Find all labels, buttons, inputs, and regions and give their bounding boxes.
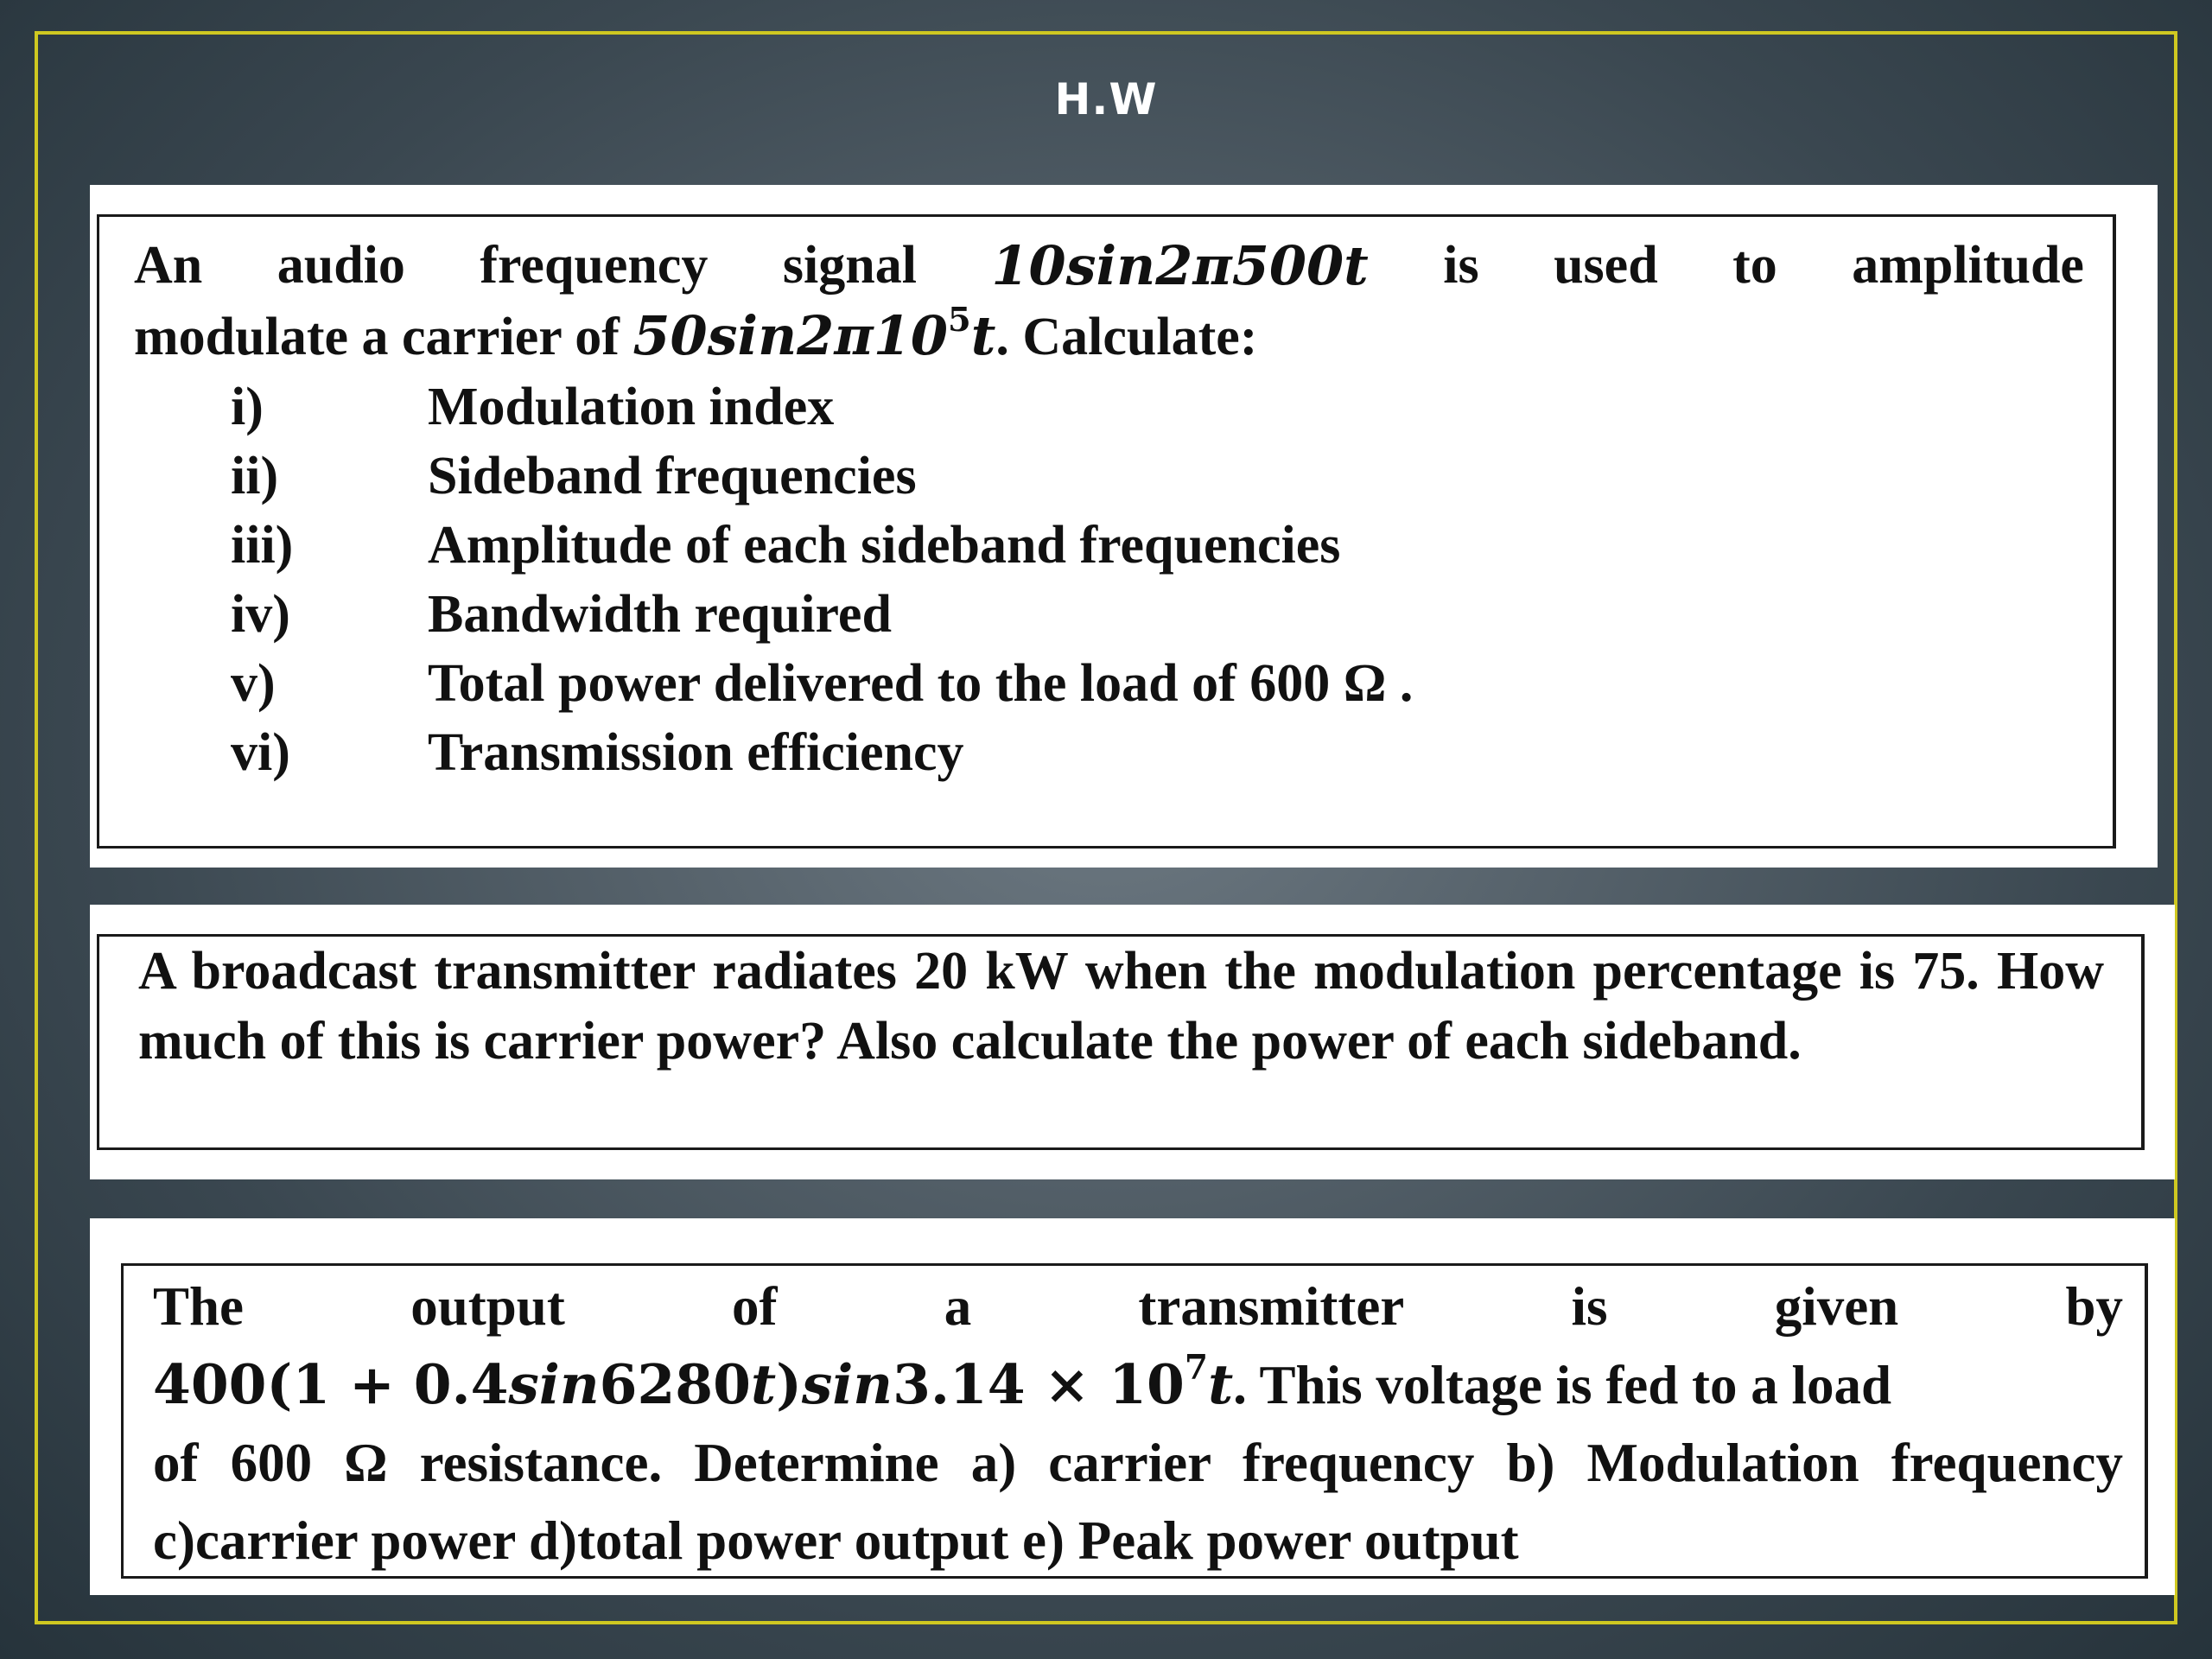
voltage-expression: $400(1 + 0.4\sin 6280t)\sin 3.14 \times 10^7t$ bbox=[153, 1348, 1234, 1416]
list-item-text: Amplitude of each sideband frequencies bbox=[428, 516, 1341, 575]
problem-1-panel bbox=[90, 185, 2158, 868]
list-item-number: i) bbox=[231, 378, 264, 436]
list-item bbox=[134, 442, 2084, 511]
signal-expression: 10sin2π500t bbox=[991, 234, 1369, 297]
problem-1-line-1 bbox=[134, 231, 2084, 301]
list-item-number: v) bbox=[231, 654, 276, 713]
problem-2-panel bbox=[90, 905, 2175, 1179]
list-item-number: ii) bbox=[231, 447, 279, 505]
list-item-number: vi) bbox=[231, 723, 290, 782]
word: The bbox=[153, 1276, 245, 1337]
list-item bbox=[134, 372, 2084, 442]
list-item-text: Transmission efficiency bbox=[428, 723, 964, 782]
problem-2-text: A broadcast transmitter radiates 20 kW when the modulation percentage is 75. How much of this is carrier power? Also calculate the power of each sideband. bbox=[138, 942, 2104, 1071]
problem-2-box bbox=[97, 934, 2145, 1150]
word: transmitter bbox=[1138, 1276, 1405, 1337]
word: used bbox=[1554, 236, 1658, 295]
carrier-expression: $50\sin 2\pi 10^5t$ bbox=[632, 300, 996, 367]
list-item-number: iii) bbox=[231, 516, 294, 575]
list-item-text: Total power delivered to the load of 600 Ω . bbox=[428, 654, 1414, 713]
word: signal bbox=[782, 236, 917, 295]
word: is bbox=[1571, 1276, 1608, 1337]
word: is bbox=[1443, 236, 1479, 295]
list-item bbox=[134, 718, 2084, 787]
list-item bbox=[134, 649, 2084, 718]
problem-3-line-2: $400(1 + 0.4\sin 6280t)\sin 3.14 \times 10^7t$. This voltage is fed to a load bbox=[153, 1348, 1892, 1416]
problem-1-text bbox=[134, 231, 2084, 787]
list-item bbox=[134, 511, 2084, 580]
problem-1-box bbox=[97, 214, 2116, 849]
problem-3-line-1 bbox=[153, 1268, 2123, 1345]
list-item-number: iv) bbox=[231, 585, 290, 644]
word: to bbox=[1732, 236, 1777, 295]
list-item-text: Sideband frequencies bbox=[428, 447, 917, 505]
problem-1-list bbox=[134, 372, 2084, 787]
word: output bbox=[410, 1276, 565, 1337]
word: given bbox=[1774, 1276, 1899, 1337]
slide-title: H.W bbox=[1054, 74, 1158, 124]
problem-3-panel bbox=[90, 1218, 2175, 1595]
problem-1-line-2: modulate a carrier of $50\sin 2\pi 10^5t$. Calculate: bbox=[134, 300, 1258, 367]
problem-3-box bbox=[121, 1263, 2148, 1579]
word: amplitude bbox=[1852, 236, 2084, 295]
list-item-text: Modulation index bbox=[428, 378, 835, 436]
word: of bbox=[732, 1276, 778, 1337]
word: An bbox=[134, 236, 203, 295]
list-item-text: Bandwidth required bbox=[428, 585, 892, 644]
problem-3-rest: of 600 Ω resistance. Determine a) carrier frequency b) Modulation frequency c)carrier power d)total power output e) Peak power output bbox=[153, 1433, 2123, 1571]
problem-3-text bbox=[153, 1268, 2123, 1580]
word: by bbox=[2065, 1276, 2123, 1337]
word: a bbox=[944, 1276, 972, 1337]
word: audio bbox=[276, 236, 405, 295]
list-item bbox=[134, 580, 2084, 649]
word: frequency bbox=[480, 236, 709, 295]
